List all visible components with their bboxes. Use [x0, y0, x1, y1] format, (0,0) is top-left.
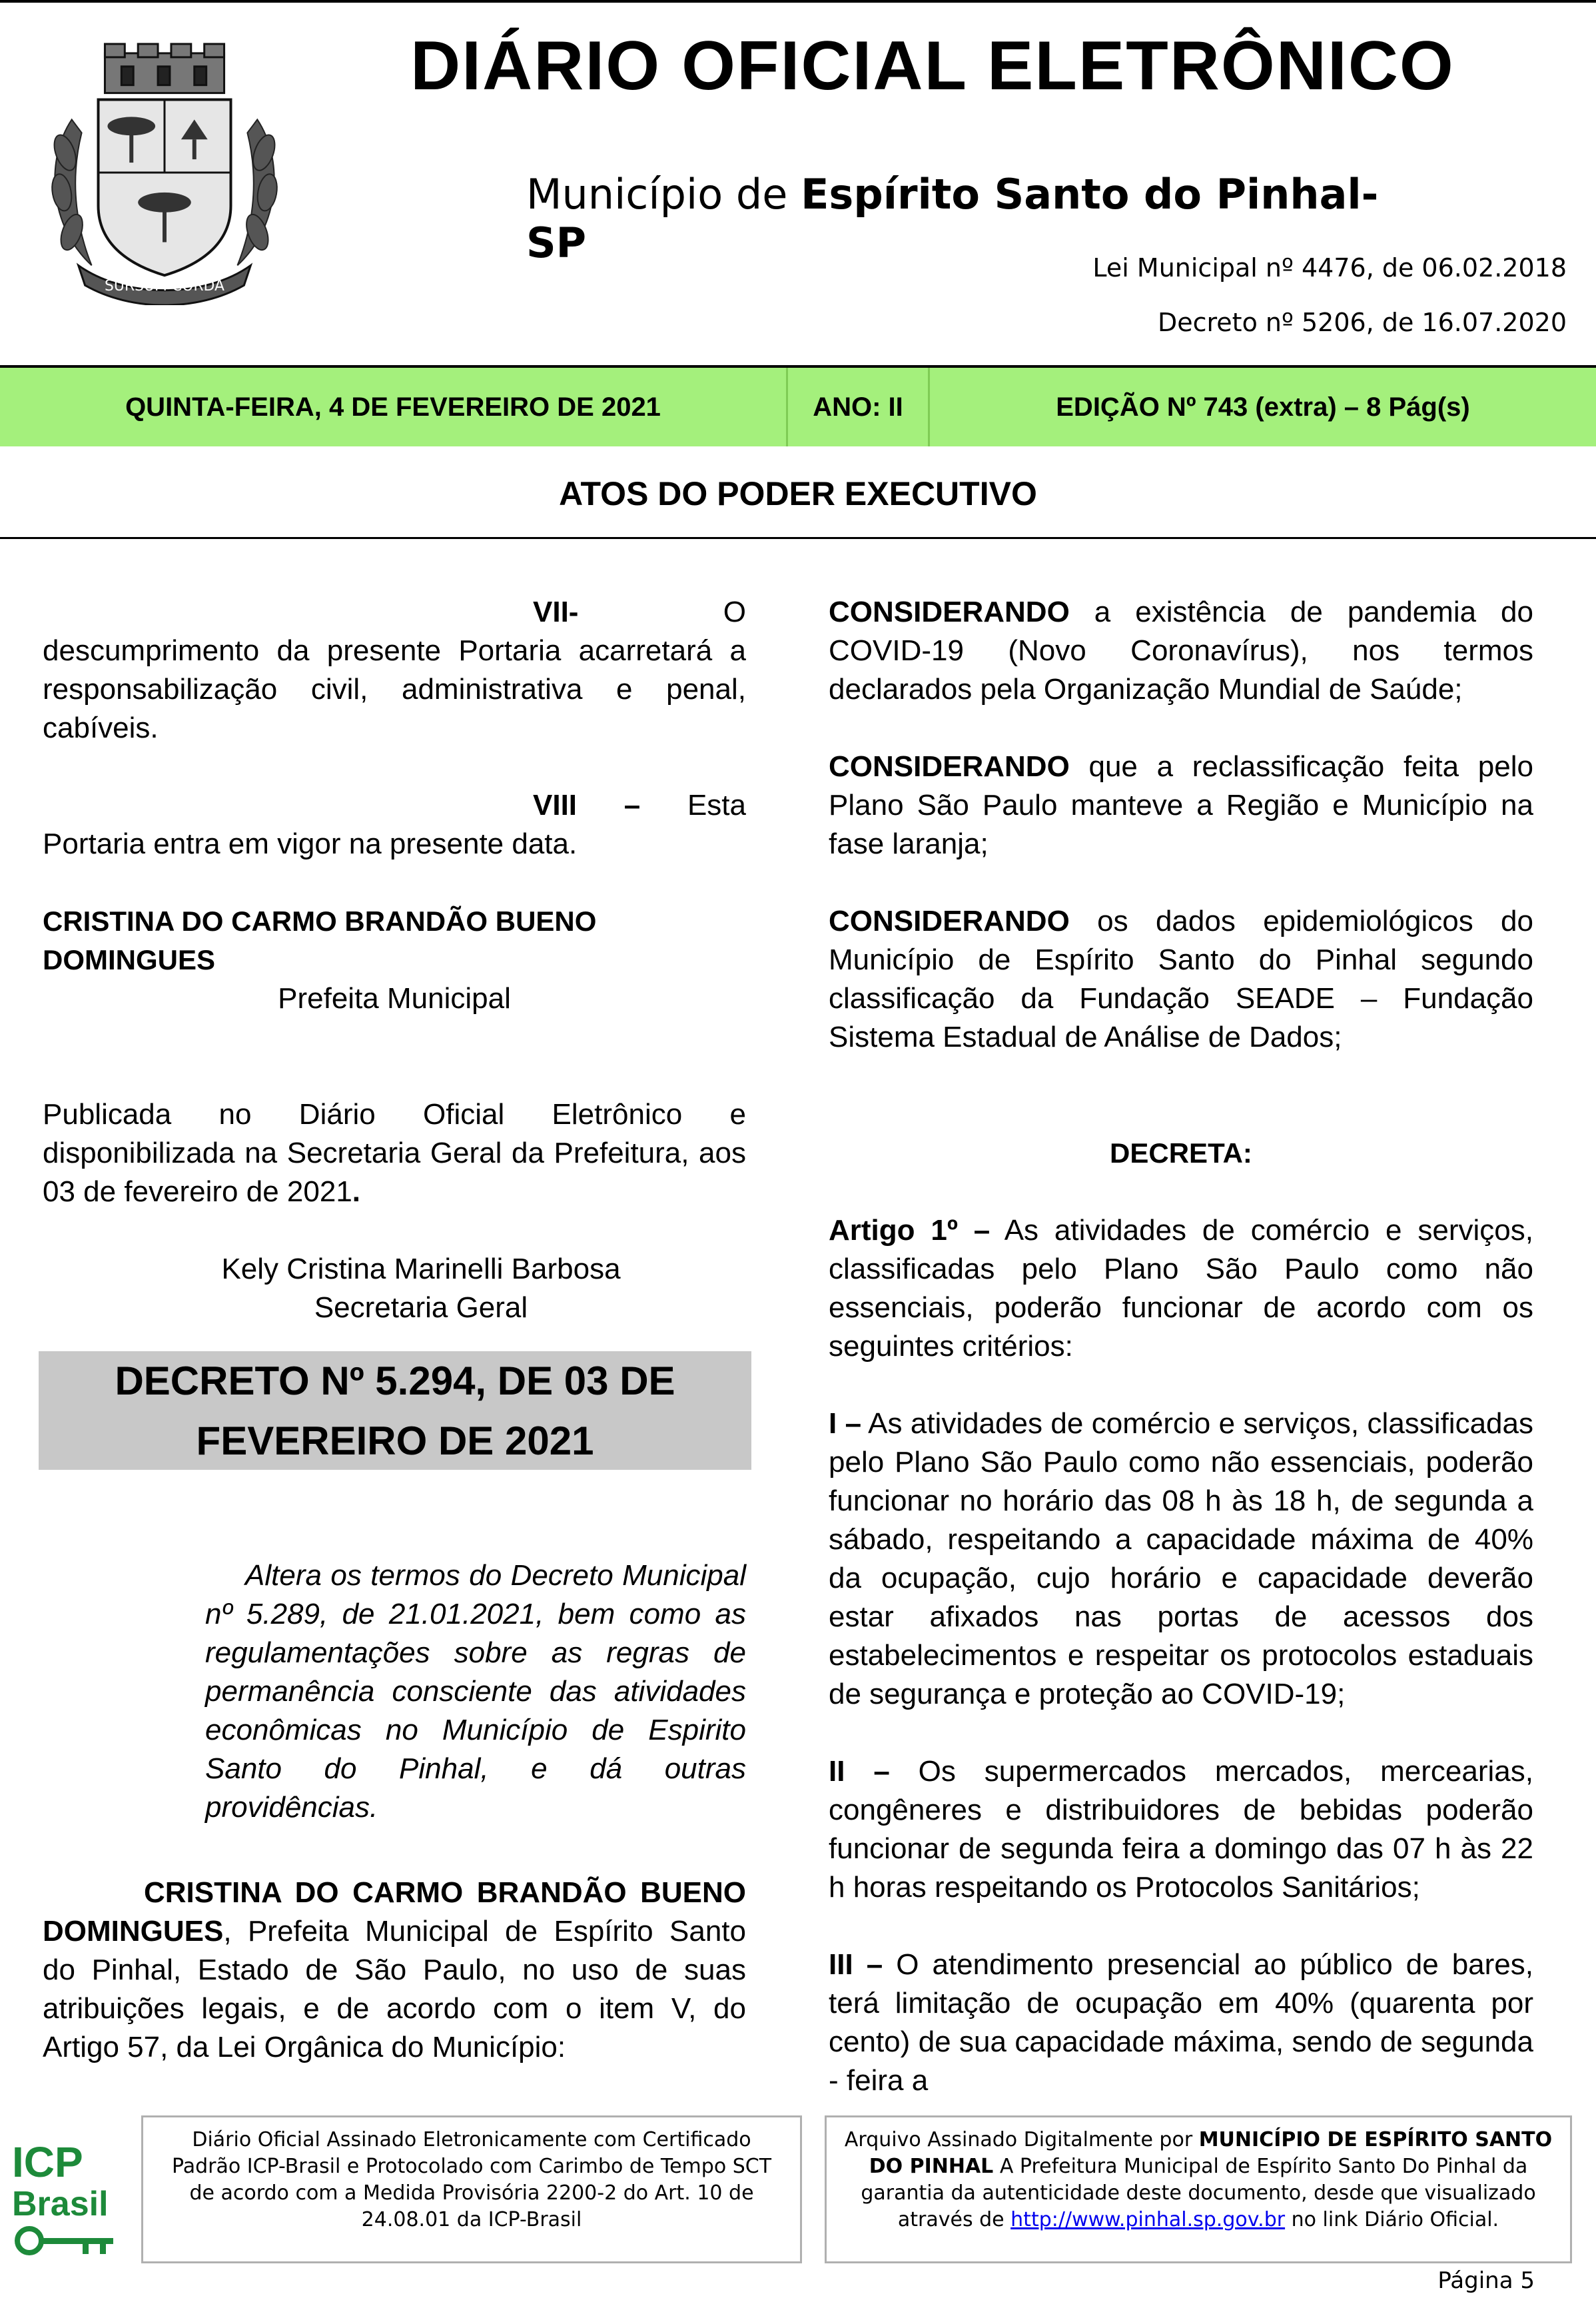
item-ii-label: II – [829, 1755, 890, 1788]
law-reference: Lei Municipal nº 4476, de 06.02.2018 [1092, 253, 1567, 283]
newspaper-title: DIÁRIO OFICIAL ELETRÔNICO [410, 27, 1455, 105]
item-vii-heading [533, 593, 746, 632]
footer-certification-box: Diário Oficial Assinado Eletronicamente com Certificado Padrão ICP-Brasil e Protocolado com Carimbo de Tempo SCT de acordo com a Medida Provisória 2200-2 do Art. 10 de 24.08.01 da ICP-Brasil [141, 2115, 802, 2263]
edition-date: QUINTA-FEIRA, 4 DE FEVEREIRO DE 2021 [125, 392, 661, 422]
icp-brasil-logo-icon [9, 2135, 123, 2262]
icp-logo-line1: ICP [12, 2138, 83, 2186]
considerando-1 [829, 593, 1533, 709]
publication-end: . [352, 1175, 361, 1208]
item-iii-text: O atendimento presencial ao público de bares, terá limitação de ocupação em 40% (quarenta por cento) de sua capacidade máxima, sendo de segunda - feira a [829, 1948, 1533, 2097]
municipality-name: Espírito Santo do Pinhal-SP [526, 170, 1379, 267]
item-viii-word: Esta [687, 789, 746, 822]
municipality-prefix: Município de [526, 170, 801, 219]
considerando-3-text: os dados epidemiológicos do Município de Espírito Santo do Pinhal segundo classificação da Fundação SEADE – Fundação Sistema Estadual de Análise de Dados; [829, 905, 1533, 1053]
article-1-label: Artigo 1º – [829, 1214, 991, 1247]
edition-bar [0, 368, 1596, 446]
item-iii-label: III – [829, 1948, 883, 1981]
considerando-1-text: a existência de pandemia do COVID-19 (Novo Coronavírus), nos termos declarados pela Organização Mundial de Saúde; [829, 596, 1533, 706]
item-i [829, 1405, 1533, 1714]
publication-text: Publicada no Diário Oficial Eletrônico e disponibilizada na Secretaria Geral da Prefeitura, aos 03 de fevereiro de 2021 [43, 1098, 746, 1208]
item-i-text: As atividades de comércio e serviços, classificadas pelo Plano São Paulo como não essenciais, poderão funcionar no horário das 08 h às 18 h, de segunda a sábado, respeitando a capacidade máxima de 40% da ocupação, cujo horário e capacidade deverão estar afixados nas portas de acessos dos estabelecimentos e respeitar os protocolos estaduais de segurança e proteção ao COVID-19; [829, 1407, 1533, 1710]
decree-title [39, 1351, 751, 1470]
decree-preamble [43, 1874, 746, 2067]
signature-entity: MUNICÍPIO DE ESPÍRITO SANTO DO PINHAL [869, 2128, 1553, 2178]
right-column [829, 593, 1533, 2100]
signature-text-c: no link Diário Oficial. [1285, 2208, 1499, 2231]
considerando-label: CONSIDERANDO [829, 905, 1070, 937]
considerando-label: CONSIDERANDO [829, 596, 1070, 628]
section-rule [0, 537, 1596, 539]
item-viii-label: VIII [533, 789, 578, 822]
decree-reference: Decreto nº 5206, de 16.07.2020 [1157, 308, 1567, 337]
signer-name: CRISTINA DO CARMO BRANDÃO BUENO DOMINGUES [43, 905, 597, 975]
icp-logo-line2: Brasil [12, 2185, 109, 2223]
footer-signature-box [825, 2115, 1572, 2263]
item-vii-label: VII- [533, 596, 579, 628]
considerando-label: CONSIDERANDO [829, 750, 1070, 783]
publication-note [43, 1095, 746, 1211]
item-iii [829, 1946, 1533, 2100]
article-1 [829, 1211, 1533, 1366]
considerando-2 [829, 748, 1533, 863]
top-rule [0, 0, 1596, 3]
secretary-role: Secretaria Geral [314, 1291, 528, 1324]
municipal-crest-icon [32, 40, 297, 305]
item-vii-text: descumprimento da presente Portaria acarretará a responsabilização civil, administrativa e penal, cabíveis. [43, 634, 746, 744]
item-viii-dash: – [623, 789, 641, 822]
preamble-text: , Prefeita Municipal de Espírito Santo do Pinhal, Estado de São Paulo, no uso de suas atribuições legais, e de acordo com o item V, do Artigo 57, da Lei Orgânica do Município: [43, 1915, 746, 2063]
item-viii-text: Portaria entra em vigor na presente data. [43, 828, 578, 860]
decree-title-line2: FEVEREIRO DE 2021 [196, 1419, 594, 1463]
section-title: ATOS DO PODER EXECUTIVO [559, 475, 1037, 512]
pinhal-website-link[interactable]: http://www.pinhal.sp.gov.br [1010, 2208, 1286, 2231]
signature-text-b: A Prefeitura Municipal de Espírito Santo Do Pinhal da garantia da autenticidade deste documento, desde que visualizado através de [861, 2155, 1536, 2231]
item-viii-heading [533, 786, 746, 825]
signer-role: Prefeita Municipal [278, 982, 511, 1015]
edition-number: EDIÇÃO Nº 743 (extra) – 8 Pág(s) [1056, 392, 1470, 422]
considerando-3 [829, 902, 1533, 1057]
secretary-name: Kely Cristina Marinelli Barbosa [221, 1253, 621, 1285]
item-i-label: I – [829, 1407, 862, 1440]
left-column [43, 593, 746, 1327]
decreta-heading: DECRETA: [1110, 1137, 1252, 1169]
considerando-2-text: que a reclassificação feita pelo Plano São Paulo manteve a Região e Município na fase laranja; [829, 750, 1533, 860]
item-ii-text: Os supermercados mercados, mercearias, congêneres e distribuidores de bebidas poderão funcionar de segunda feira a domingo das 07 h às 22 h horas respeitando os Protocolos Sanitários; [829, 1755, 1533, 1904]
signature-text-a: Arquivo Assinado Digitalmente por [844, 2128, 1199, 2151]
crest-motto: SURSUM CORDA [105, 278, 224, 295]
decree-summary: Altera os termos do Decreto Municipal nº 5.289, de 21.01.2021, bem como as regulamentações sobre as regras de permanência consciente das atividades econômicas no Município de Espirito Santo do Pinhal, e dá outras providências. [205, 1559, 746, 1824]
article-1-text: As atividades de comércio e serviços, classificadas pelo Plano São Paulo como não essenciais, poderão funcionar de acordo com os seguintes critérios: [829, 1214, 1533, 1363]
edition-year: ANO: II [813, 392, 903, 422]
item-ii [829, 1752, 1533, 1907]
page-number: Página 5 [1437, 2267, 1535, 2294]
preamble-name: CRISTINA DO CARMO BRANDÃO BUENO DOMINGUES [43, 1876, 746, 1948]
decree-title-line1: DECRETO Nº 5.294, DE 03 DE [115, 1359, 675, 1403]
item-vii-word: O [723, 596, 746, 628]
